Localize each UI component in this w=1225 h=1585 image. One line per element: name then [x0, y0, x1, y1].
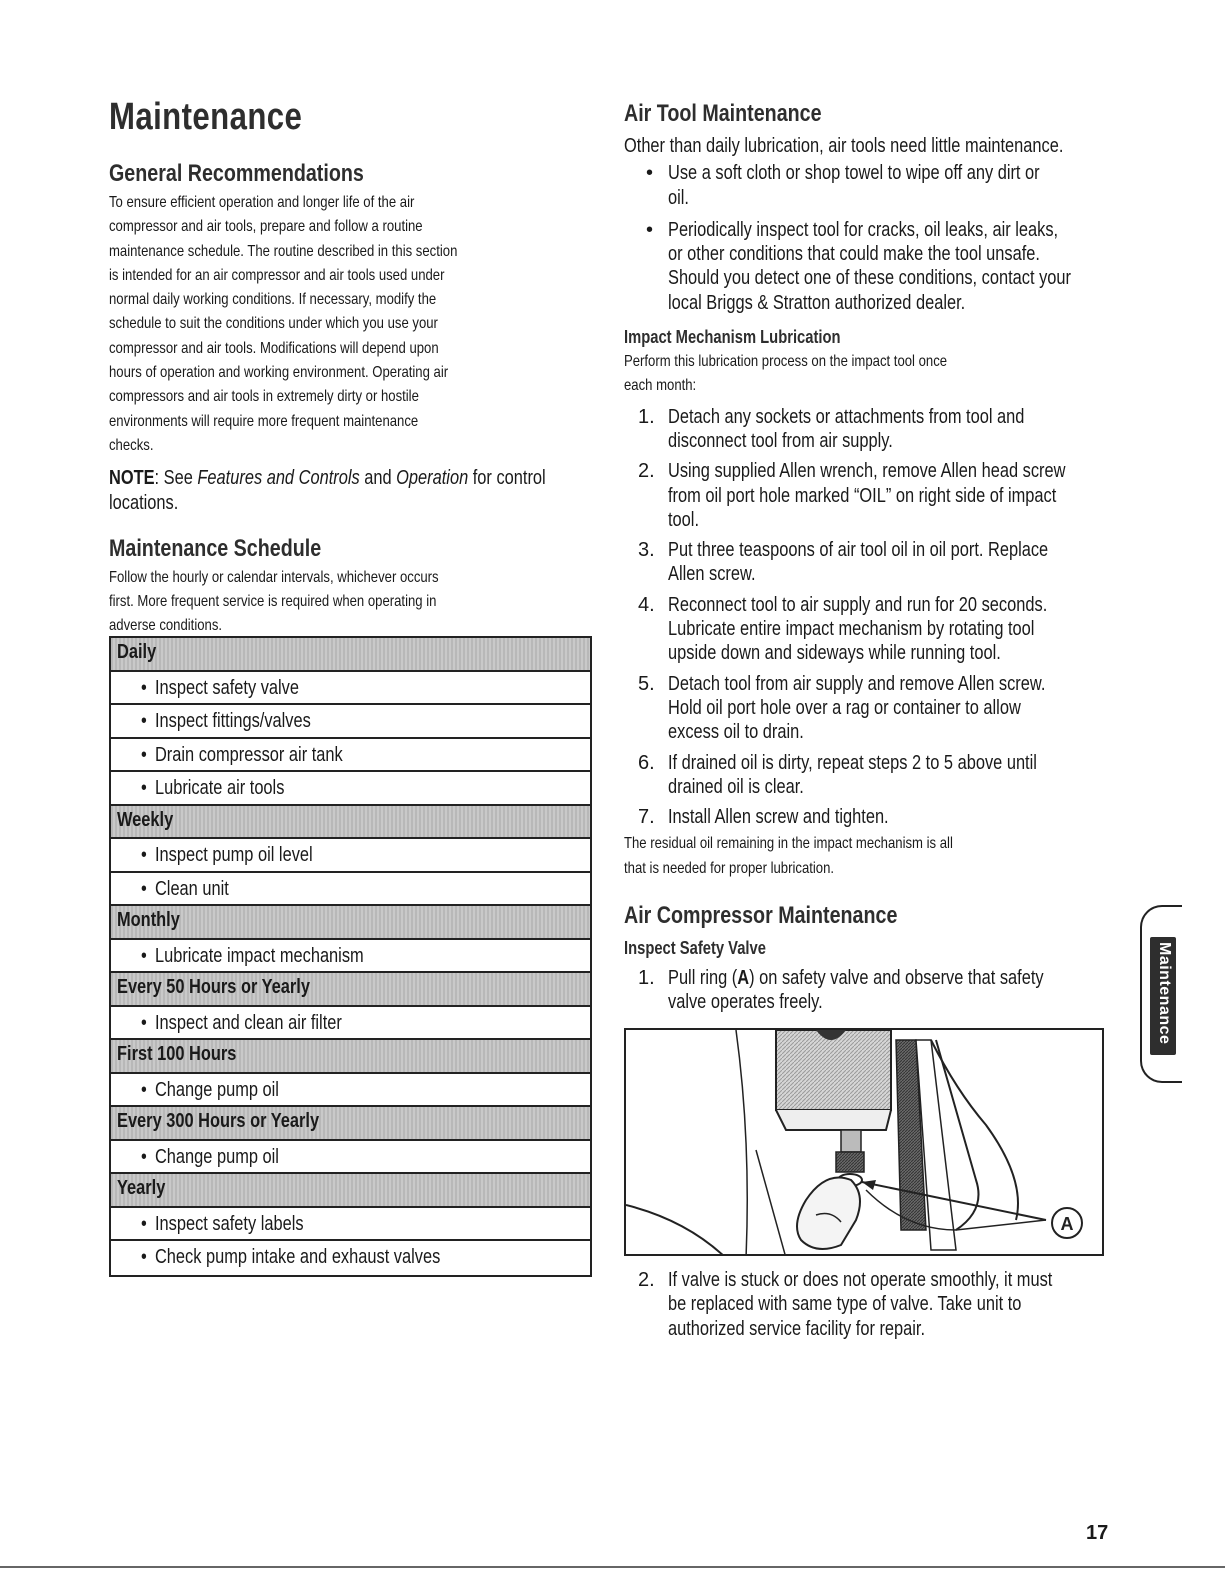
schedule-interval-label: Daily [117, 641, 157, 663]
schedule-task-text: Inspect safety valve [154, 676, 299, 699]
bullet: • [141, 944, 147, 967]
general-line [109, 437, 589, 461]
general-line [109, 218, 589, 242]
schedule-interval-row [111, 973, 590, 1007]
schedule-interval-label: First 100 Hours [117, 1043, 237, 1065]
schedule-interval-row [111, 1174, 590, 1208]
impact-step-line [668, 459, 1109, 483]
schedule-task-row [111, 1241, 590, 1275]
general-line [109, 340, 589, 364]
impact-step-line [668, 672, 1109, 696]
bullet: • [646, 218, 654, 241]
maintenance-schedule-table [109, 636, 592, 1277]
air-tool-bullet-line [668, 242, 1109, 266]
air-tool-bullet [624, 218, 1109, 315]
impact-step-line-text: tool. [668, 508, 700, 531]
schedule-line-text: Follow the hourly or calendar intervals, whichever occurs [109, 568, 439, 586]
schedule-task-row [111, 705, 590, 739]
safety-valve-step-1 [624, 966, 1109, 1015]
callout-a-label: A [1060, 1214, 1074, 1234]
note-post: for control [468, 467, 546, 490]
step-number: 5. [638, 672, 655, 695]
impact-outro [624, 835, 1109, 884]
schedule-task-text: Change pump oil [154, 1078, 279, 1101]
schedule-task-row [111, 839, 590, 873]
note-pre: : See [154, 467, 198, 490]
impact-intro-line [624, 377, 1109, 401]
step1-ring-ref: A [737, 967, 750, 990]
impact-step-line [668, 805, 1109, 829]
air-tool-bullet-line-text: local Briggs & Stratton authorized dealer. [668, 291, 966, 314]
impact-intro-line-text: Perform this lubrication process on the impact tool once [624, 353, 948, 371]
safety-valve-step-2-wrap [624, 1268, 1109, 1341]
note-label: NOTE [109, 467, 155, 490]
schedule-task-row [111, 1074, 590, 1108]
schedule-task [141, 1246, 506, 1269]
impact-step-line [668, 641, 1109, 665]
impact-step-line-text: Reconnect tool to air supply and run for 20 seconds. [668, 593, 1048, 616]
safety-valve-step-2 [624, 1268, 1109, 1341]
bullet: • [141, 1078, 147, 1101]
general-line [109, 194, 589, 218]
step-number: 4. [638, 593, 655, 616]
air-tool-bullet-line-text: Periodically inspect tool for cracks, oil leaks, air leaks, [668, 218, 1059, 241]
bullet: • [141, 777, 147, 799]
schedule-task-row [111, 1141, 590, 1175]
safety-valve-illustration [624, 1028, 1104, 1256]
general-line [109, 364, 589, 388]
note-line-2: locations. [109, 491, 179, 514]
bullet: • [141, 844, 147, 866]
bullet: • [141, 1145, 147, 1168]
air-tool-bullet-line-text: or other conditions that could make the tool unsafe. [668, 243, 1040, 266]
left-column [109, 160, 589, 642]
general-line-text: normal daily working conditions. If necessary, modify the [109, 291, 437, 309]
schedule-task [141, 844, 350, 867]
step-number: 3. [638, 539, 655, 562]
schedule-task [141, 777, 316, 800]
schedule-task [141, 1146, 309, 1169]
step2-line-text: authorized service facility for repair. [668, 1317, 926, 1340]
impact-step-line-text: Install Allen screw and tighten. [668, 806, 889, 829]
impact-step-line-text: Detach any sockets or attachments from tool and [668, 405, 1025, 428]
schedule-task-row [111, 1007, 590, 1041]
schedule-interval-row [111, 1107, 590, 1141]
page-title: Maintenance [109, 96, 303, 138]
schedule-task-text: Inspect pump oil level [154, 844, 313, 866]
general-line [109, 243, 589, 267]
bullet: • [141, 877, 147, 900]
schedule-line-text: adverse conditions. [109, 617, 223, 635]
impact-step-line-text: drained oil is clear. [668, 775, 804, 798]
general-line-text: To ensure efficient operation and longer life of the air [109, 194, 415, 211]
impact-step [624, 672, 1109, 745]
step-number: 1. [638, 405, 655, 428]
schedule-task-text: Lubricate impact mechanism [154, 944, 364, 967]
schedule-task-row [111, 772, 590, 806]
impact-outro-line [624, 860, 1109, 884]
general-line-text: hours of operation and working environment. Operating air [109, 364, 449, 382]
schedule-task-row [111, 940, 590, 974]
general-line [109, 267, 589, 291]
side-tab-label: Maintenance [1156, 942, 1173, 1045]
schedule-interval-row [111, 638, 590, 672]
impact-step-line [668, 484, 1109, 508]
general-line-text: compressor and air tools. Modifications will depend upon [109, 339, 439, 357]
impact-step-line-text: from oil port hole marked “OIL” on right side of impact [668, 484, 1057, 507]
impact-step-line [668, 405, 1109, 429]
bottom-rule [0, 1566, 1225, 1568]
general-line-text: is intended for an air compressor and air tools used under [109, 266, 445, 284]
schedule-interval-row [111, 1040, 590, 1074]
schedule-line-text: first. More frequent service is required when operating in [109, 593, 437, 611]
impact-step [624, 593, 1109, 666]
impact-step-line [668, 775, 1109, 799]
impact-outro-line [624, 835, 1109, 859]
schedule-interval-label: Yearly [117, 1177, 166, 1199]
schedule-task-text: Inspect and clean air filter [154, 1011, 342, 1034]
step1-line-2: valve operates freely. [668, 991, 823, 1014]
impact-step [624, 538, 1109, 587]
schedule-task [141, 744, 387, 767]
impact-step [624, 751, 1109, 800]
step2-line-text: be replaced with same type of valve. Take unit to [668, 1293, 1022, 1316]
schedule-task-row [111, 873, 590, 907]
impact-step-line-text: If drained oil is dirty, repeat steps 2 to 5 above until [668, 751, 1037, 774]
schedule-line [109, 569, 589, 593]
maintenance-schedule-heading: Maintenance Schedule [109, 534, 322, 562]
general-line [109, 413, 589, 437]
bullet: • [141, 1246, 147, 1268]
impact-step-line [668, 593, 1109, 617]
step2-line-text: If valve is stuck or does not operate smoothly, it must [668, 1269, 1053, 1291]
impact-step [624, 805, 1109, 829]
bullet: • [141, 1011, 147, 1034]
impact-step-line-text: Put three teaspoons of air tool oil in oil port. Replace [668, 539, 1049, 562]
impact-intro-line-text: each month: [624, 377, 697, 395]
schedule-task-text: Drain compressor air tank [154, 743, 343, 766]
impact-step-line-text: Lubricate entire impact mechanism by rotating tool [668, 618, 1035, 641]
impact-step-line-text: Using supplied Allen wrench, remove Allen head screw [668, 460, 1066, 483]
step-number: 7. [638, 806, 655, 829]
schedule-task-text: Change pump oil [154, 1145, 279, 1168]
impact-intro [624, 353, 1109, 402]
schedule-interval-label: Weekly [117, 808, 174, 831]
general-line-text: compressors and air tools in extremely dirty or hostile [109, 388, 419, 406]
schedule-interval-row [111, 906, 590, 940]
air-tool-bullet-line [668, 186, 1109, 210]
schedule-task-text: Lubricate air tools [154, 777, 285, 799]
impact-step-line [668, 751, 1109, 775]
impact-step-line [668, 508, 1109, 532]
air-tool-maintenance-heading: Air Tool Maintenance [624, 100, 822, 127]
step-number: 2. [638, 1269, 655, 1291]
impact-step [624, 405, 1109, 454]
impact-mechanism-heading: Impact Mechanism Lubrication [624, 327, 841, 348]
general-line [109, 315, 589, 339]
impact-intro-line [624, 353, 1109, 377]
general-recommendations-text [109, 194, 589, 461]
bullet: • [141, 743, 147, 766]
general-line-text: compressor and air tools, prepare and follow a routine [109, 218, 423, 236]
section-side-tab[interactable] [1140, 905, 1182, 1083]
impact-step-line [668, 538, 1109, 562]
safety-valve-drawing [626, 1030, 1104, 1256]
step1-pre: Pull ring ( [668, 967, 738, 990]
impact-step-line-text: excess oil to drain. [668, 721, 804, 744]
schedule-task [141, 878, 248, 901]
bullet: • [141, 676, 147, 699]
air-tool-bullet-line-text: Use a soft cloth or shop towel to wipe off any dirt or [668, 162, 1040, 185]
general-line-text: maintenance schedule. The routine described in this section [109, 242, 458, 260]
air-tool-intro: Other than daily lubrication, air tools need little maintenance. [624, 135, 1064, 157]
schedule-task [141, 1079, 309, 1102]
air-tool-bullet [624, 161, 1109, 210]
schedule-task-row [111, 739, 590, 773]
schedule-task-text: Clean unit [154, 877, 229, 900]
general-line [109, 291, 589, 315]
bullet: • [141, 1212, 147, 1235]
general-recommendations-heading: General Recommendations [109, 160, 364, 187]
step2-line [668, 1268, 1109, 1292]
air-tool-bullets [624, 161, 1109, 315]
impact-step-line [668, 617, 1109, 641]
schedule-interval-row [111, 806, 590, 840]
air-tool-bullet-line [668, 291, 1109, 315]
air-tool-bullet-line [668, 161, 1109, 185]
step2-line [668, 1317, 1109, 1341]
schedule-task [141, 677, 334, 700]
schedule-task-row [111, 1208, 590, 1242]
step-number: 1. [638, 967, 655, 990]
general-line [109, 388, 589, 412]
step1-post: ) on safety valve and observe that safety [749, 967, 1044, 990]
impact-outro-line-text: that is needed for proper lubrication. [624, 859, 835, 877]
impact-step-line-text: Allen screw. [668, 563, 756, 586]
schedule-interval-label: Monthly [117, 909, 180, 931]
schedule-task-text: Inspect safety labels [154, 1212, 304, 1235]
impact-step-line [668, 720, 1109, 744]
maintenance-schedule-text [109, 569, 589, 642]
impact-step-line [668, 696, 1109, 720]
note-paragraph [109, 466, 589, 515]
impact-step-line-text: upside down and sideways while running tool. [668, 642, 1001, 665]
step2-line [668, 1292, 1109, 1316]
air-compressor-maintenance-heading: Air Compressor Maintenance [624, 902, 898, 930]
schedule-task [141, 1012, 386, 1035]
right-column [624, 100, 1109, 1015]
impact-steps [624, 405, 1109, 830]
general-line-text: environments will require more frequent maintenance [109, 412, 419, 430]
schedule-line [109, 593, 589, 617]
impact-outro-line-text: The residual oil remaining in the impact mechanism is all [624, 835, 953, 853]
schedule-task-row [111, 672, 590, 706]
impact-step-line-text: disconnect tool from air supply. [668, 429, 893, 452]
step-number: 2. [638, 460, 655, 483]
inspect-safety-valve-heading: Inspect Safety Valve [624, 938, 766, 959]
page-number: 17 [1086, 1522, 1109, 1544]
schedule-task [141, 945, 413, 968]
air-tool-bullet-line [668, 266, 1109, 290]
impact-step-line-text: Hold oil port hole over a rag or container to allow [668, 696, 1021, 719]
schedule-interval-label: Every 50 Hours or Yearly [117, 976, 310, 998]
impact-step-line [668, 562, 1109, 586]
impact-step-line [668, 429, 1109, 453]
schedule-task [141, 710, 348, 733]
note-features-and-controls: Features and Controls [197, 467, 360, 490]
schedule-task-text: Inspect fittings/valves [154, 710, 311, 732]
impact-step-line-text: Detach tool from air supply and remove Allen screw. [668, 672, 1046, 695]
air-tool-bullet-line-text: Should you detect one of these conditions, contact your [668, 267, 1071, 290]
note-mid: and [359, 467, 397, 490]
air-tool-bullet-line [668, 218, 1109, 242]
schedule-task [141, 1213, 339, 1236]
impact-step [624, 459, 1109, 532]
bullet: • [141, 710, 147, 732]
bullet: • [646, 162, 654, 185]
step-number: 6. [638, 751, 655, 774]
general-line-text: checks. [109, 436, 154, 454]
schedule-interval-label: Every 300 Hours or Yearly [117, 1110, 320, 1132]
general-line-text: schedule to suit the conditions under which you use your [109, 315, 438, 333]
note-operation: Operation [396, 467, 469, 490]
air-tool-bullet-line-text: oil. [668, 186, 689, 209]
schedule-task-text: Check pump intake and exhaust valves [154, 1246, 441, 1268]
